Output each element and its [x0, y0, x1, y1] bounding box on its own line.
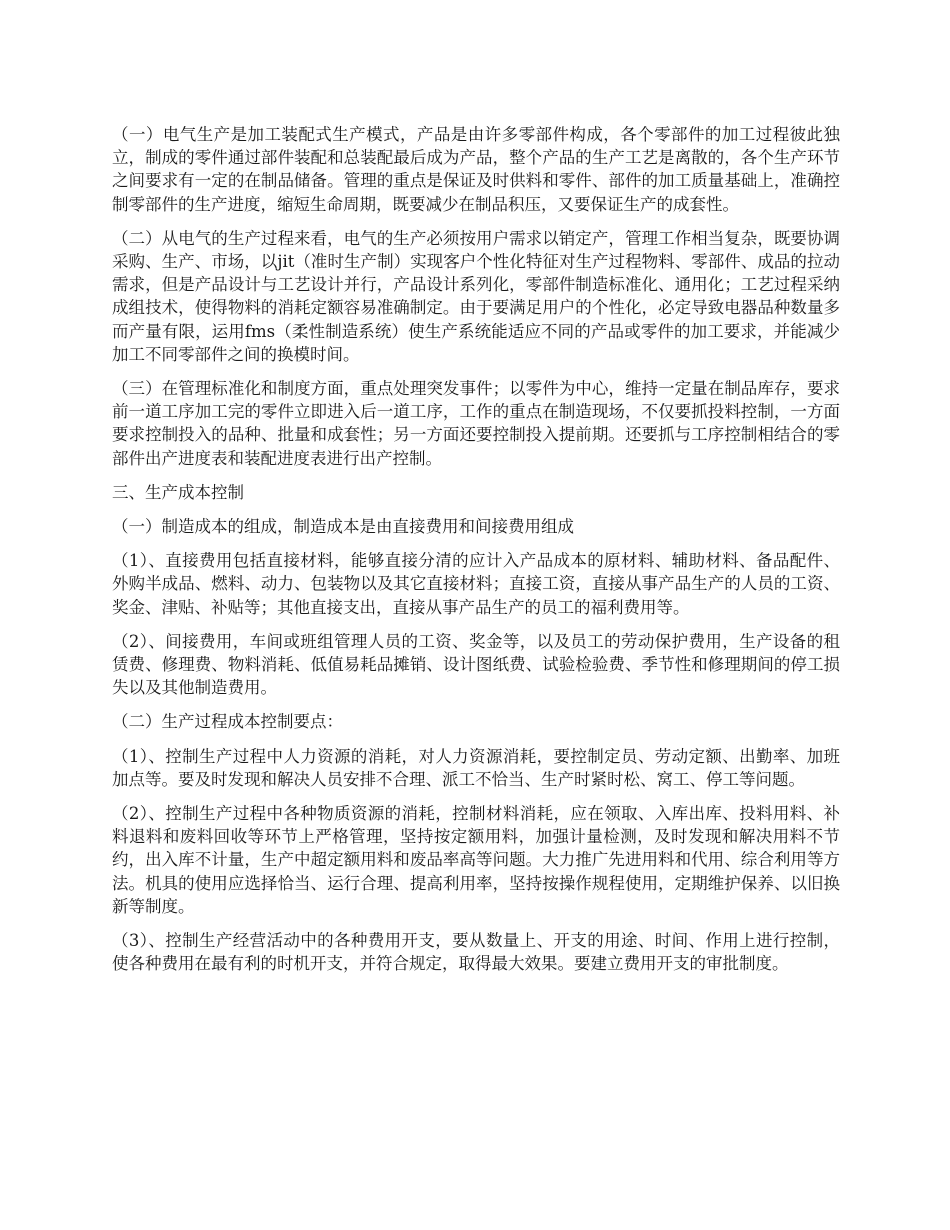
subheading-manufacturing-cost: （一）制造成本的组成，制造成本是由直接费用和间接费用组成	[112, 517, 574, 537]
paragraph-indirect-costs: （2）、间接费用，车间或班组管理人员的工资、奖金等，以及员工的劳动保护费用，生产设备的租赁费、修理费、物料消耗、低值易耗品摊销、设计图纸费、试验检验费、季节性和修理期间的停工损失以及其他制造费用。	[112, 631, 840, 698]
section-heading-cost-control: 三、生产成本控制	[112, 482, 244, 502]
paragraph-electric-production-mode: （一）电气生产是加工装配式生产模式，产品是由许多零部件构成，各个零部件的加工过程彼此独立，制成的零件通过部件装配和总装配最后成为产品，整个产品的生产工艺是离散的，各个生产环节之间要求有一定的在制品储备。管理的重点是保证及时供料和零件、部件的加工质量基础上，准确控制零部件的生产进度，缩短生命周期，既要减少在制品积压，又要保证生产的成套性。	[112, 125, 840, 214]
paragraph-expense-control: （3）、控制生产经营活动中的各种费用开支，要从数量上、开支的用途、时间、作用上进行控制，使各种费用在最有利的时机开支，并符合规定，取得最大效果。要建立费用开支的审批制度。	[112, 931, 840, 974]
paragraph-direct-costs: （1）、直接费用包括直接材料，能够直接分清的应计入产品成本的原材料、辅助材料、备品配件、外购半成品、燃料、动力、包装物以及其它直接材料；直接工资，直接从事产品生产的人员的工资、奖金、津贴、补贴等；其他直接支出，直接从事产品生产的员工的福利费用等。	[112, 551, 840, 617]
subheading-cost-control-points: （二）生产过程成本控制要点：	[112, 712, 343, 732]
paragraph-management-standardization: （三）在管理标准化和制度方面，重点处理突发事件；以零件为中心，维持一定量在制品库存，要求前一道工序加工完的零件立即进入后一道工序，工作的重点在制造现场，不仅要抓投料控制，一方面要求控制投入的品种、批量和成套性；另一方面还要控制投入提前期。还要抓与工序控制相结合的零部件出产进度表和装配进度表进行出产控制。	[112, 379, 840, 468]
paragraph-human-resources: （1）、控制生产过程中人力资源的消耗，对人力资源消耗，要控制定员、劳动定额、出勤率、加班加点等。要及时发现和解决人员安排不合理、派工不恰当、生产时紧时松、窝工、停工等问题。	[112, 746, 840, 789]
document-body	[112, 123, 840, 987]
paragraph-material-resources: （2）、控制生产过程中各种物质资源的消耗，控制材料消耗，应在领取、入库出库、投料用料、补料退料和废料回收等环节上严格管理，坚持按定额用料，加强计量检测，及时发现和解决用料不节约，出入库不计量，生产中超定额用料和废品率高等问题。大力推广先进用料和代用、综合利用等方法。机具的使用应选择恰当、运行合理、提高利用率，坚持按操作规程使用，定期维护保养、以旧换新等制度。	[112, 804, 840, 916]
paragraph-production-process: （二）从电气的生产过程来看，电气的生产必须按用户需求以销定产，管理工作相当复杂，既要协调采购、生产、市场，以jit（准时生产制）实现客户个性化特征对生产过程物料、零部件、成品的拉动需求，但是产品设计与工艺设计并行，产品设计系列化，零部件制造标准化、通用化；工艺过程采纳成组技术，使得物料的消耗定额容易准确制定。由于要满足用户的个性化，必定导致电器品种数量多而产量有限，运用fms（柔性制造系统）使生产系统能适应不同的产品或零件的加工要求，并能减少加工不同零部件之间的换模时间。	[112, 228, 840, 364]
